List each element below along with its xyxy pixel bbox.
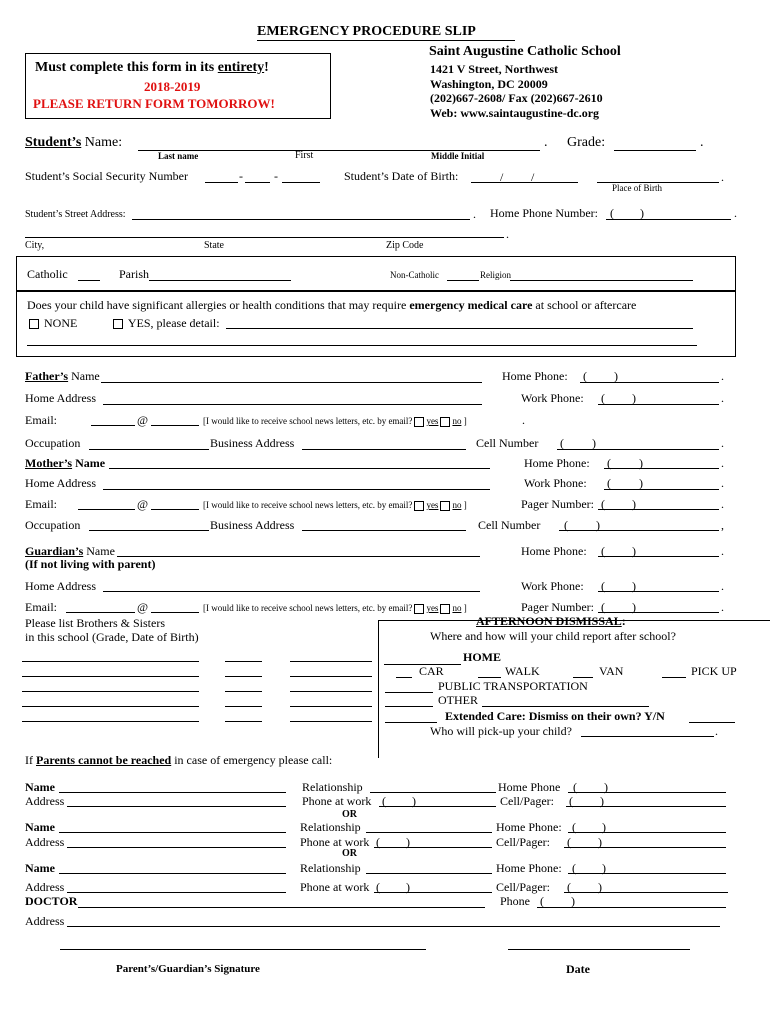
- extended-option: Extended Care: Dismiss on their own? Y/N: [445, 709, 665, 723]
- extended-field[interactable]: [385, 722, 437, 723]
- religion-label: Religion: [480, 270, 511, 280]
- state-caption: State: [204, 240, 224, 251]
- home-phone-field[interactable]: [606, 219, 731, 220]
- guardian-email-user[interactable]: [66, 612, 135, 613]
- noncatholic-label: Non-Catholic: [390, 270, 439, 280]
- mother-home-address-field[interactable]: [103, 489, 490, 490]
- doctor-address-label: Address: [25, 914, 65, 928]
- contact1-name-field[interactable]: [59, 792, 286, 793]
- contact3-cell-field[interactable]: [564, 892, 728, 893]
- mother-pager-field[interactable]: [598, 509, 719, 510]
- who-pickup-field[interactable]: [581, 736, 714, 737]
- or-divider-1: OR: [342, 809, 357, 820]
- doctor-field[interactable]: [78, 907, 485, 908]
- father-email-user[interactable]: [91, 425, 135, 426]
- school-web: Web: www.saintaugustine-dc.org: [430, 106, 600, 120]
- sibling-entry-field[interactable]: [290, 676, 372, 677]
- mother-home-phone-label: Home Phone:: [524, 456, 590, 470]
- grade-label: Grade:: [567, 135, 606, 150]
- or-divider-2: OR: [342, 848, 357, 859]
- guardian-home-phone-field[interactable]: [598, 556, 719, 557]
- return-notice: PLEASE RETURN FORM TOMORROW!: [33, 96, 275, 111]
- father-home-address-field[interactable]: [103, 404, 482, 405]
- parish-label: Parish: [119, 267, 149, 281]
- guardian-email-domain[interactable]: [151, 612, 199, 613]
- home-option: HOME: [463, 650, 501, 664]
- guardian-home-phone-label: Home Phone:: [521, 544, 587, 558]
- ssn-part3[interactable]: [282, 182, 320, 183]
- father-cell-label: Cell Number: [476, 436, 539, 450]
- medical-box: [16, 291, 736, 357]
- walk-option: WALK: [505, 664, 540, 678]
- middle-initial-caption: Middle Initial: [431, 151, 485, 161]
- pickup-field[interactable]: [662, 677, 686, 678]
- sibling-entry-field[interactable]: [22, 706, 199, 707]
- father-newsletter: [I would like to receive school news letters, etc. by email? yes no ]: [203, 416, 467, 426]
- dob-label: Student’s Date of Birth:: [344, 169, 459, 183]
- pickup-option: PICK UP: [691, 664, 737, 678]
- mother-occupation-field[interactable]: [89, 530, 209, 531]
- car-field[interactable]: [396, 677, 412, 678]
- catholic-label: Catholic: [27, 267, 68, 281]
- contact3-relationship-field[interactable]: [366, 873, 492, 874]
- father-email-domain[interactable]: [151, 425, 199, 426]
- medical-question: Does your child have significant allergies or health conditions that may require emergency medical care at school or aftercare: [27, 298, 637, 312]
- noncatholic-field[interactable]: [447, 280, 479, 281]
- school-name: Saint Augustine Catholic School: [429, 44, 621, 59]
- title-underline: [257, 40, 515, 41]
- mother-newsletter: [I would like to receive school news letters, etc. by email? yes no ]: [203, 500, 467, 510]
- dismissal-title: AFTERNOON DISMISSAL:: [476, 614, 626, 628]
- van-option: VAN: [599, 664, 624, 678]
- sibling-entry-field[interactable]: [22, 676, 199, 677]
- father-work-phone-field[interactable]: [598, 404, 719, 405]
- date-field[interactable]: [508, 949, 690, 950]
- car-option: CAR: [419, 664, 444, 678]
- guardian-pager-field[interactable]: [598, 612, 719, 613]
- contact2-name-field[interactable]: [59, 832, 286, 833]
- pob-caption: Place of Birth: [612, 183, 662, 193]
- contact3-home-label: Home Phone:: [496, 861, 562, 875]
- walk-field[interactable]: [478, 677, 501, 678]
- mother-cell-label: Cell Number: [478, 518, 541, 532]
- father-yes-checkbox[interactable]: [414, 417, 424, 427]
- mother-pager-label: Pager Number:: [521, 497, 594, 511]
- guardian-no-checkbox[interactable]: [440, 604, 450, 614]
- notice-box: [25, 53, 331, 119]
- guardian-name-label: Guardian’s Name: [25, 544, 115, 558]
- ssn-part2[interactable]: [245, 182, 270, 183]
- father-email-label: Email:: [25, 413, 57, 427]
- dob-field[interactable]: [471, 182, 578, 183]
- father-business-label: Business Address: [210, 436, 295, 450]
- sibling-entry-field[interactable]: [290, 721, 372, 722]
- mother-home-address-label: Home Address: [25, 476, 96, 490]
- contact3-cell-label: Cell/Pager:: [496, 880, 550, 894]
- father-home-address-label: Home Address: [25, 391, 96, 405]
- ssn-label: Student’s Social Security Number: [25, 169, 188, 183]
- school-year: 2018-2019: [144, 79, 201, 94]
- father-home-phone-label: Home Phone:: [502, 369, 568, 383]
- guardian-yes-checkbox[interactable]: [414, 604, 424, 614]
- guardian-home-address-label: Home Address: [25, 579, 96, 593]
- signature-label: Parent’s/Guardian’s Signature: [116, 963, 260, 975]
- contact1-address-field[interactable]: [67, 806, 286, 807]
- home-phone-label: Home Phone Number:: [490, 206, 598, 220]
- contact3-name-label: Name: [25, 861, 55, 875]
- contact2-address-field[interactable]: [67, 847, 286, 848]
- mother-business-field[interactable]: [302, 530, 466, 531]
- school-phone: (202)667-2608/ Fax (202)667-2610: [430, 91, 603, 105]
- guardian-work-phone-label: Work Phone:: [521, 579, 584, 593]
- father-home-phone-field[interactable]: [580, 382, 719, 383]
- yes-checkbox[interactable]: [113, 319, 123, 329]
- ssn-part1[interactable]: [205, 182, 238, 183]
- mother-yes-checkbox[interactable]: [414, 501, 424, 511]
- guardian-pager-label: Pager Number:: [521, 600, 594, 614]
- zip-caption: Zip Code: [386, 240, 424, 251]
- sibling-entry-field[interactable]: [225, 661, 262, 662]
- medical-detail-field[interactable]: [226, 328, 693, 329]
- other-field[interactable]: [385, 706, 433, 707]
- street-address-label: Student’s Street Address:: [25, 209, 126, 220]
- van-field[interactable]: [573, 677, 593, 678]
- contact1-address-label: Address: [25, 794, 65, 808]
- mother-name-label: Mother’s Name: [25, 456, 106, 470]
- sibling-entry-field[interactable]: [225, 691, 262, 692]
- mother-cell-field[interactable]: [559, 530, 719, 531]
- sibling-entry-field[interactable]: [22, 691, 199, 692]
- contact3-home-field[interactable]: [568, 873, 726, 874]
- sibling-entry-field[interactable]: [225, 721, 262, 722]
- contact2-address-label: Address: [25, 835, 65, 849]
- contact1-cell-field[interactable]: [566, 806, 726, 807]
- contact3-work-field[interactable]: [374, 892, 492, 893]
- contact1-work-field[interactable]: [379, 806, 496, 807]
- mother-email-label: Email:: [25, 497, 57, 511]
- guardian-work-phone-field[interactable]: [598, 591, 719, 592]
- contact3-work-label: Phone at work: [300, 880, 370, 894]
- contact1-home-label: Home Phone: [498, 780, 561, 794]
- extended-yn-field[interactable]: [689, 722, 735, 723]
- sibling-entry-field[interactable]: [290, 691, 372, 692]
- father-no-checkbox[interactable]: [440, 417, 450, 427]
- doctor-phone-field[interactable]: [537, 907, 726, 908]
- doctor-phone-label: Phone: [500, 894, 530, 908]
- mother-email-user[interactable]: [78, 509, 135, 510]
- father-name-label: Father’s Name: [25, 369, 100, 383]
- who-pickup-label: Who will pick-up your child?: [430, 724, 572, 738]
- father-work-phone-label: Work Phone:: [521, 391, 584, 405]
- father-business-field[interactable]: [302, 449, 466, 450]
- last-name-caption: Last name: [158, 151, 199, 161]
- guardian-name-field[interactable]: [117, 556, 480, 557]
- sibling-entry-field[interactable]: [22, 721, 199, 722]
- contact2-relationship-label: Relationship: [300, 820, 361, 834]
- emergency-heading: If Parents cannot be reached in case of emergency please call:: [25, 753, 333, 767]
- contact2-name-label: Name: [25, 820, 55, 834]
- catholic-field[interactable]: [78, 280, 100, 281]
- contact3-address-label: Address: [25, 880, 65, 894]
- religion-box: [16, 256, 736, 291]
- guardian-newsletter: [I would like to receive school news letters, etc. by email? yes no ]: [203, 603, 467, 613]
- contact2-cell-field[interactable]: [564, 847, 726, 848]
- city-state-zip-field[interactable]: [25, 237, 504, 238]
- father-name-field[interactable]: [101, 382, 482, 383]
- siblings-label-1: Please list Brothers & Sisters: [25, 616, 165, 630]
- parish-field[interactable]: [149, 280, 291, 281]
- school-street: 1421 V Street, Northwest: [430, 62, 558, 76]
- student-name-label: Student’s Name:: [25, 135, 123, 150]
- mother-business-label: Business Address: [210, 518, 295, 532]
- sibling-entry-field[interactable]: [225, 676, 262, 677]
- contact1-work-label: Phone at work: [302, 794, 372, 808]
- contact2-cell-label: Cell/Pager:: [496, 835, 550, 849]
- doctor-label: DOCTOR: [25, 894, 78, 908]
- mother-work-phone-label: Work Phone:: [524, 476, 587, 490]
- street-address-field[interactable]: [132, 219, 470, 220]
- medical-detail-field-2[interactable]: [27, 345, 697, 346]
- public-field[interactable]: [385, 692, 433, 693]
- other-detail-field[interactable]: [482, 706, 649, 707]
- sibling-entry-field[interactable]: [290, 706, 372, 707]
- contact1-relationship-field[interactable]: [370, 792, 496, 793]
- dismissal-left-border: [378, 620, 379, 758]
- guardian-note: (If not living with parent): [25, 557, 156, 571]
- religion-field[interactable]: [510, 280, 693, 281]
- contact1-relationship-label: Relationship: [302, 780, 363, 794]
- sibling-entry-field[interactable]: [22, 661, 199, 662]
- date-label: Date: [566, 962, 590, 976]
- mother-occupation-label: Occupation: [25, 518, 81, 532]
- father-occupation-field[interactable]: [89, 449, 209, 450]
- other-option: OTHER: [438, 693, 478, 707]
- guardian-home-address-field[interactable]: [103, 591, 480, 592]
- city-caption: City,: [25, 240, 45, 251]
- contact3-relationship-label: Relationship: [300, 861, 361, 875]
- contact3-address-field[interactable]: [67, 892, 286, 893]
- form-title: EMERGENCY PROCEDURE SLIP: [257, 24, 476, 39]
- school-city: Washington, DC 20009: [430, 77, 548, 91]
- mother-home-phone-field[interactable]: [604, 468, 719, 469]
- sibling-entry-field[interactable]: [290, 661, 372, 662]
- medical-options: NONE YES, please detail:: [27, 316, 220, 331]
- dismissal-question: Where and how will your child report after school?: [430, 629, 676, 643]
- contact2-work-field[interactable]: [374, 847, 492, 848]
- siblings-label-2: in this school (Grade, Date of Birth): [25, 630, 199, 644]
- none-checkbox[interactable]: [29, 319, 39, 329]
- mother-no-checkbox[interactable]: [440, 501, 450, 511]
- contact2-home-field[interactable]: [568, 832, 726, 833]
- grade-field[interactable]: [614, 150, 696, 151]
- doctor-address-field[interactable]: [67, 926, 720, 927]
- contact2-relationship-field[interactable]: [366, 832, 492, 833]
- mother-email-domain[interactable]: [151, 509, 199, 510]
- contact3-name-field[interactable]: [59, 873, 286, 874]
- mother-name-field[interactable]: [109, 468, 490, 469]
- guardian-email-label: Email:: [25, 600, 57, 614]
- father-cell-field[interactable]: [557, 449, 719, 450]
- contact1-name-label: Name: [25, 780, 55, 794]
- first-name-caption: First: [295, 150, 314, 161]
- contact1-cell-label: Cell/Pager:: [500, 794, 554, 808]
- signature-field[interactable]: [60, 949, 426, 950]
- sibling-entry-field[interactable]: [225, 706, 262, 707]
- notice-line: Must complete this form in its entirety!: [35, 60, 269, 75]
- mother-work-phone-field[interactable]: [604, 489, 719, 490]
- contact2-work-label: Phone at work: [300, 835, 370, 849]
- public-option: PUBLIC TRANSPORTATION: [438, 679, 588, 693]
- contact2-home-label: Home Phone:: [496, 820, 562, 834]
- contact1-home-field[interactable]: [568, 792, 726, 793]
- father-occupation-label: Occupation: [25, 436, 81, 450]
